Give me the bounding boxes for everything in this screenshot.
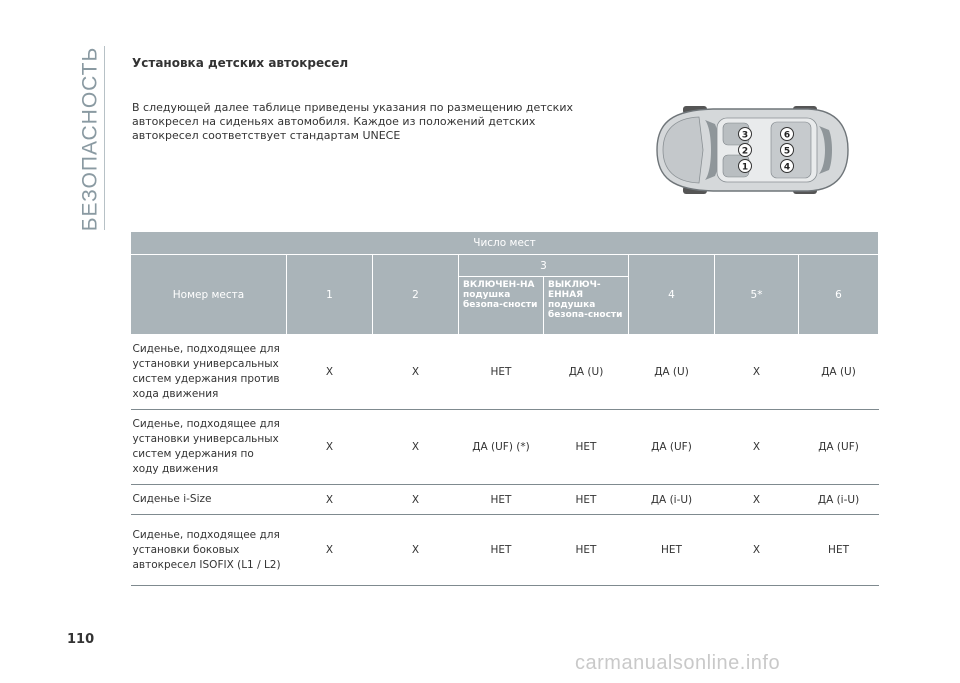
section-label-text: БЕЗОПАСНОСТЬ — [78, 46, 101, 232]
table-cell: X — [715, 515, 799, 586]
table-cell: X — [373, 335, 459, 410]
page-number: 110 — [67, 632, 95, 647]
table-cell: ДА (UF) — [799, 410, 879, 485]
table-cell: X — [373, 485, 459, 515]
svg-text:3: 3 — [741, 130, 749, 141]
seat-badge-1 — [739, 160, 752, 173]
table-row — [131, 485, 879, 515]
seat-3-header: 3 — [459, 255, 629, 277]
table-cell: НЕТ — [459, 515, 544, 586]
table-cell: X — [373, 515, 459, 586]
row-label: Сиденье, подходящее для установки боковых автокресел ISOFIX (L1 / L2) — [131, 515, 287, 586]
row-label: Сиденье i-Size — [131, 485, 287, 515]
table-cell: НЕТ — [544, 410, 629, 485]
svg-text:2: 2 — [741, 146, 749, 157]
table-cell: X — [715, 335, 799, 410]
position-column-header: Номер места — [131, 255, 287, 335]
seat-badge-6 — [781, 128, 794, 141]
table-cell: X — [287, 410, 373, 485]
seat-badge-2 — [739, 144, 752, 157]
seat-badge-5 — [781, 144, 794, 157]
table-cell: X — [715, 410, 799, 485]
child-seat-table — [130, 231, 879, 586]
row-label: Сиденье, подходящее для установки универсальных систем удержания против хода движения — [131, 335, 287, 410]
table-cell: НЕТ — [629, 515, 715, 586]
seat-badge-4 — [781, 160, 794, 173]
table-cell: НЕТ — [459, 335, 544, 410]
watermark: carmanualsonline.info — [575, 652, 781, 674]
intro-paragraph: В следующей далее таблице приведены указания по размещению детских автокресел на сиденьях автомобиля. Каждое из положений детских автокресел соответствует стандартам UNECE — [132, 101, 573, 142]
section-side-label — [74, 46, 106, 232]
seat-6-header: 6 — [799, 255, 879, 335]
table-cell: ДА (U) — [799, 335, 879, 410]
page-title: Установка детских автокресел — [132, 56, 349, 70]
table-row — [131, 335, 879, 410]
table-cell: ДА (UF) (*) — [459, 410, 544, 485]
seat-3-airbag-on-header: ВКЛЮЧЕН-НА подушка безопа-сности — [459, 277, 544, 335]
svg-text:5: 5 — [783, 146, 791, 157]
table-cell: X — [287, 485, 373, 515]
table-cell: ДА (i-U) — [799, 485, 879, 515]
table-cell: ДА (U) — [629, 335, 715, 410]
car-seat-diagram — [643, 100, 853, 200]
table-cell: НЕТ — [544, 515, 629, 586]
row-label: Сиденье, подходящее для установки универсальных систем удержания по ходу движения — [131, 410, 287, 485]
seat-1-header: 1 — [287, 255, 373, 335]
table-cell: X — [287, 515, 373, 586]
seat-2-header: 2 — [373, 255, 459, 335]
seat-3-airbag-off-header: ВЫКЛЮЧ-ЕННАЯ подушка безопа-сности — [544, 277, 629, 335]
table-row — [131, 410, 879, 485]
seat-4-header: 4 — [629, 255, 715, 335]
seats-count-header: Число мест — [131, 232, 879, 255]
section-divider — [104, 46, 105, 230]
table-cell: ДА (i-U) — [629, 485, 715, 515]
table-cell: X — [715, 485, 799, 515]
svg-text:4: 4 — [783, 162, 791, 173]
table-cell: X — [373, 410, 459, 485]
table-cell: НЕТ — [459, 485, 544, 515]
svg-text:6: 6 — [783, 130, 791, 141]
table-cell: X — [287, 335, 373, 410]
table-cell: ДА (U) — [544, 335, 629, 410]
table-row — [131, 515, 879, 586]
seat-5-header: 5* — [715, 255, 799, 335]
seat-badge-3 — [739, 128, 752, 141]
table-cell: НЕТ — [544, 485, 629, 515]
svg-text:1: 1 — [741, 162, 749, 173]
table-cell: ДА (UF) — [629, 410, 715, 485]
table-cell: НЕТ — [799, 515, 879, 586]
